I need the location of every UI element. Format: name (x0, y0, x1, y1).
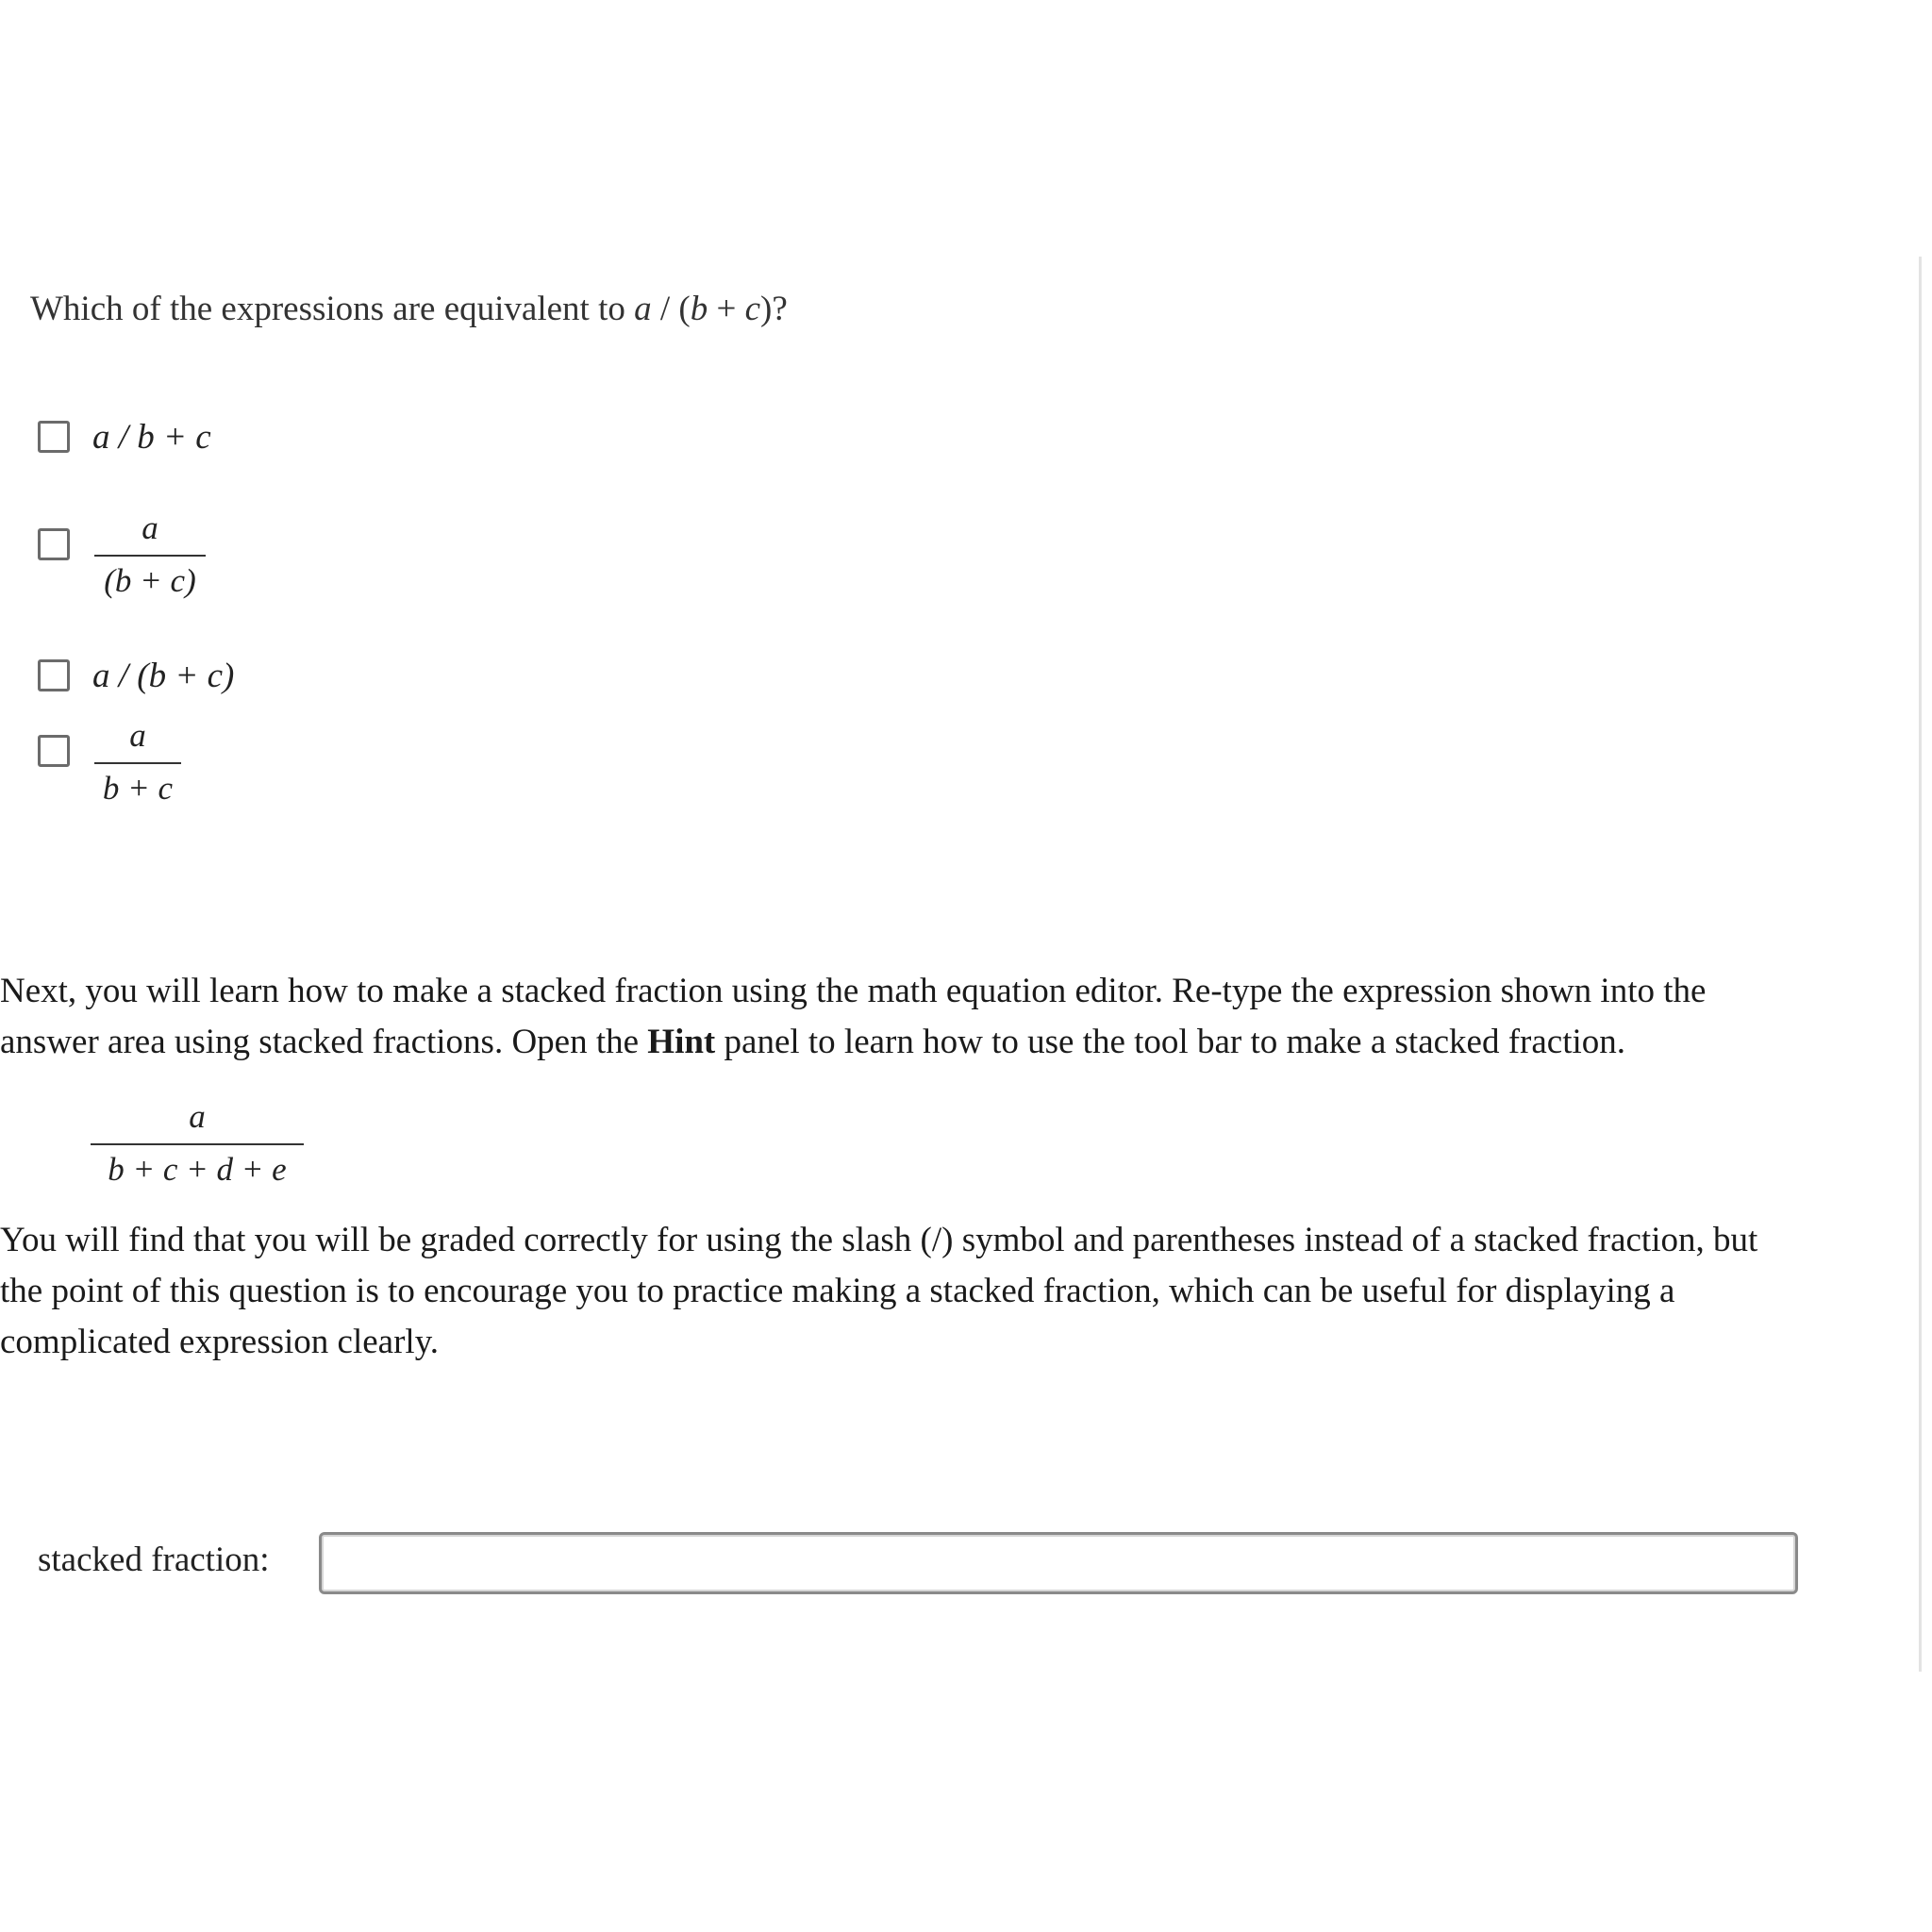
note-paragraph: You will find that you will be graded correctly for using the slash (/) symbol and parentheses instead of a stacked fraction, but the point of this question is to encourage you to practice making a stacked fraction, which can be useful for displaying a complicated expression clearly. (0, 1221, 1758, 1361)
answer-label: stacked fraction: (38, 1541, 270, 1579)
stacked-fraction-input[interactable] (319, 1532, 1798, 1594)
option-2-denominator: (b + c) (104, 562, 196, 599)
option-1-label: a / b + c (92, 418, 211, 457)
instructions-paragraph: Next, you will learn how to make a stacked fraction using the math equation editor. Re-type the expression shown into the answer area using stacked fractions. Open the Hint panel to learn how to use the tool bar to make a stacked fraction. (0, 972, 1707, 1061)
option-4-denominator: b + c (102, 770, 174, 807)
hint-emphasis: Hint (647, 1023, 716, 1061)
option-3-checkbox[interactable] (38, 659, 70, 691)
option-2-checkbox[interactable] (38, 528, 70, 560)
example-denominator: b + c + d + e (108, 1151, 287, 1188)
option-2-numerator: a (142, 509, 158, 546)
question-prompt: Which of the expressions are equivalent to a / (b + c)? (30, 290, 788, 328)
panel-divider (1919, 257, 1922, 1672)
example-fraction (91, 1098, 304, 1189)
option-2-fraction (94, 509, 206, 600)
option-4-fraction (94, 717, 181, 808)
option-4-checkbox[interactable] (38, 735, 70, 767)
option-3-label: a / (b + c) (92, 657, 235, 695)
option-4-numerator: a (129, 717, 146, 754)
option-1-checkbox[interactable] (38, 421, 70, 453)
example-numerator: a (189, 1098, 206, 1135)
